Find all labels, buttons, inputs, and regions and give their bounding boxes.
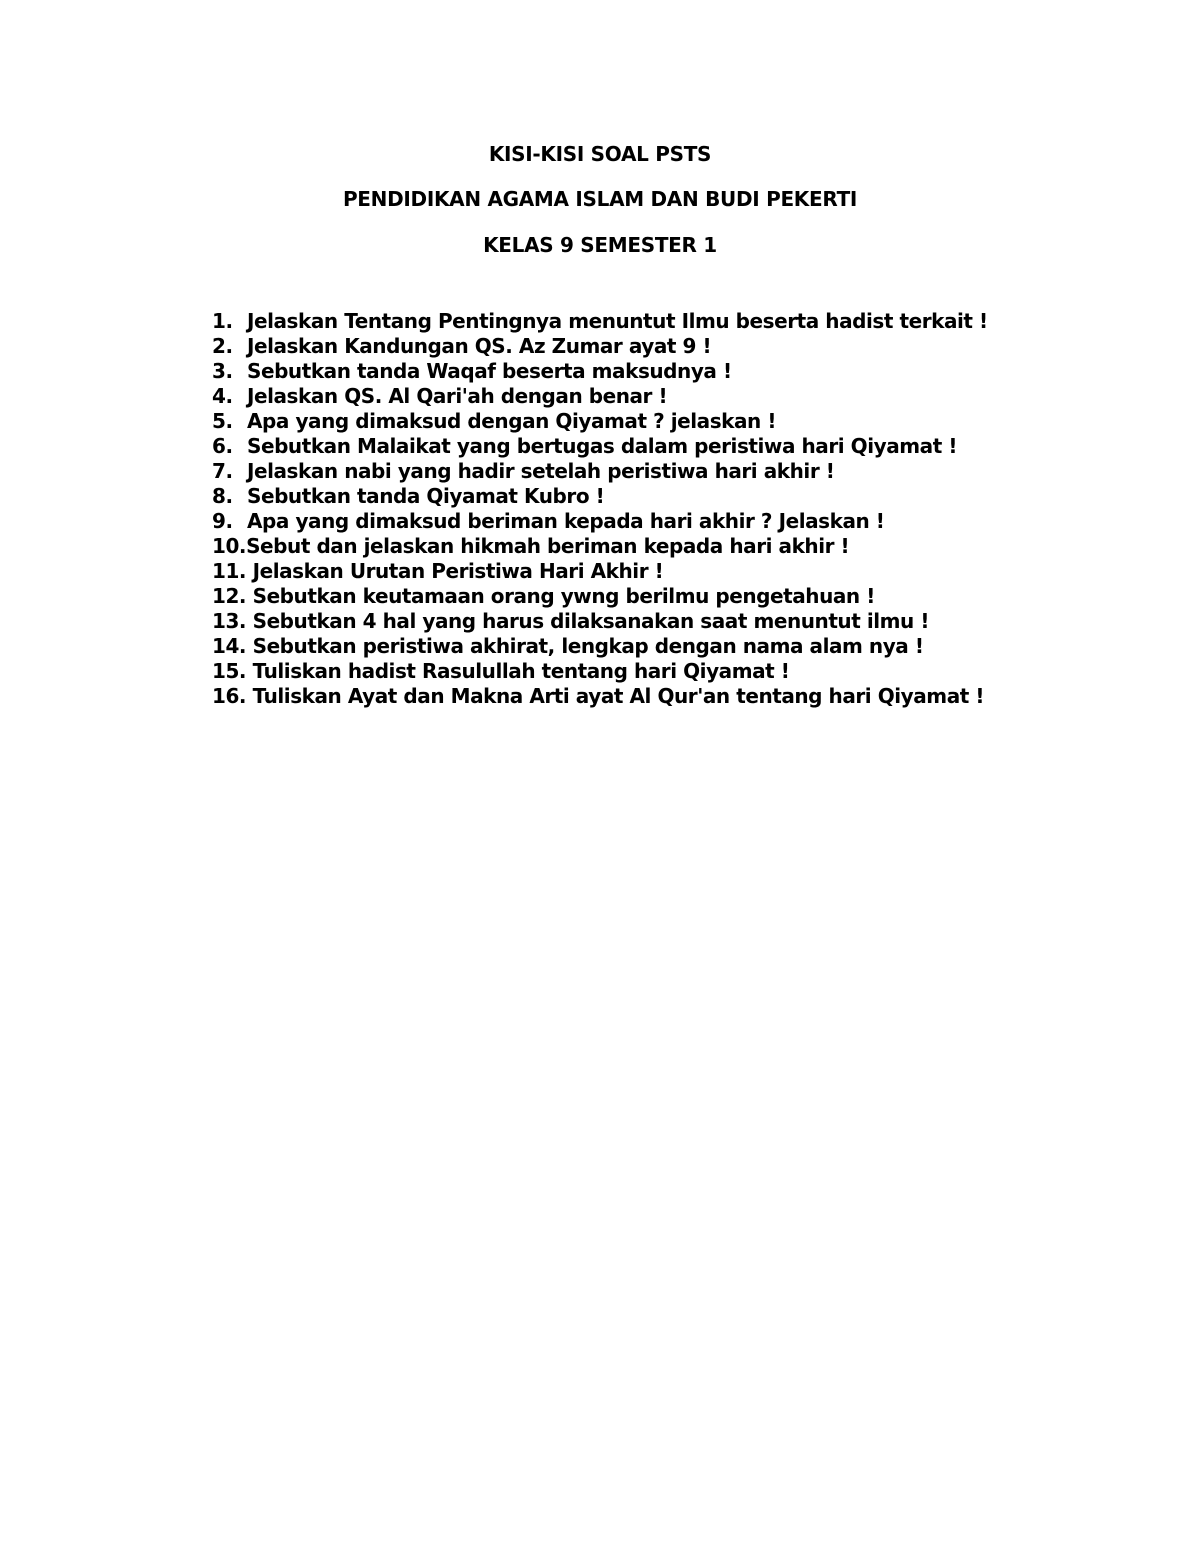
question-text: Jelaskan Kandungan QS. Az Zumar ayat 9 ! <box>247 334 712 358</box>
question-item <box>212 434 988 459</box>
question-number: 5. <box>212 409 233 433</box>
question-number: 12. <box>212 584 247 608</box>
document-subject: PENDIDIKAN AGAMA ISLAM DAN BUDI PEKERTI <box>342 187 858 211</box>
question-item <box>212 609 988 634</box>
question-number: 9. <box>212 509 233 533</box>
question-text: Jelaskan nabi yang hadir setelah peristiwa hari akhir ! <box>247 459 835 483</box>
question-text: Apa yang dimaksud dengan Qiyamat ? jelaskan ! <box>247 409 777 433</box>
question-item <box>212 509 988 534</box>
question-item <box>212 484 988 509</box>
question-item <box>212 534 988 559</box>
question-number: 4. <box>212 384 233 408</box>
document-title: KISI-KISI SOAL PSTS <box>488 142 712 166</box>
question-item <box>212 309 988 334</box>
question-item <box>212 409 988 434</box>
question-item <box>212 359 988 384</box>
question-number: 16. <box>212 684 247 708</box>
question-number: 11. <box>212 559 247 583</box>
document-class-semester: KELAS 9 SEMESTER 1 <box>483 233 717 257</box>
question-text: Tuliskan Ayat dan Makna Arti ayat Al Qur'an tentang hari Qiyamat ! <box>252 684 985 708</box>
question-text: Sebutkan tanda Qiyamat Kubro ! <box>247 484 605 508</box>
question-text: Sebutkan 4 hal yang harus dilaksanakan saat menuntut ilmu ! <box>252 609 930 633</box>
question-item <box>212 659 988 684</box>
question-text: Sebut dan jelaskan hikmah beriman kepada hari akhir ! <box>246 534 850 558</box>
question-item <box>212 584 988 609</box>
question-list <box>212 309 988 709</box>
question-text: Sebutkan tanda Waqaf beserta maksudnya ! <box>247 359 732 383</box>
question-text: Tuliskan hadist Rasulullah tentang hari Qiyamat ! <box>252 659 790 683</box>
question-item <box>212 634 988 659</box>
question-text: Sebutkan peristiwa akhirat, lengkap dengan nama alam nya ! <box>252 634 924 658</box>
question-number: 3. <box>212 359 233 383</box>
question-number: 1. <box>212 309 233 333</box>
question-number: 6. <box>212 434 233 458</box>
question-number: 8. <box>212 484 233 508</box>
question-item <box>212 684 988 709</box>
question-text: Apa yang dimaksud beriman kepada hari akhir ? Jelaskan ! <box>247 509 885 533</box>
question-number: 15. <box>212 659 247 683</box>
question-number: 7. <box>212 459 233 483</box>
question-item <box>212 459 988 484</box>
question-number: 13. <box>212 609 247 633</box>
question-number: 14. <box>212 634 247 658</box>
question-text: Sebutkan Malaikat yang bertugas dalam peristiwa hari Qiyamat ! <box>247 434 957 458</box>
question-text: Jelaskan Urutan Peristiwa Hari Akhir ! <box>252 559 664 583</box>
question-number: 10. <box>212 534 247 558</box>
question-text: Jelaskan QS. Al Qari'ah dengan benar ! <box>247 384 668 408</box>
question-number: 2. <box>212 334 233 358</box>
question-item <box>212 559 988 584</box>
question-text: Jelaskan Tentang Pentingnya menuntut Ilmu beserta hadist terkait ! <box>247 309 988 333</box>
question-item <box>212 384 988 409</box>
question-text: Sebutkan keutamaan orang ywng berilmu pengetahuan ! <box>252 584 875 608</box>
question-item <box>212 334 988 359</box>
